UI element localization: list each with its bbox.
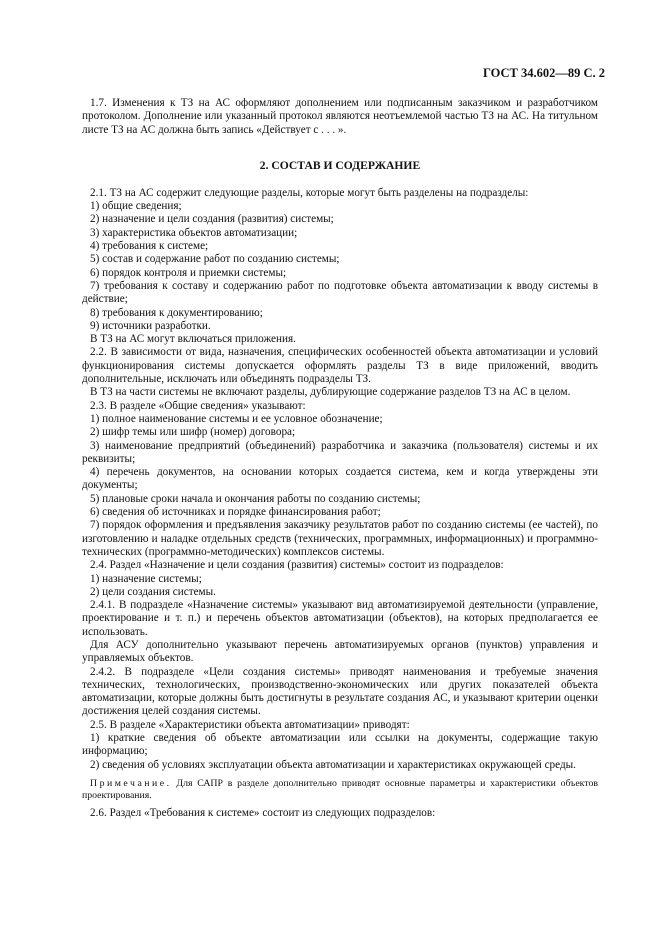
note-paragraph xyxy=(82,778,598,801)
body-paragraph: 2) цели создания системы. xyxy=(90,585,216,598)
body-paragraph: 2.4. Раздел «Назначение и цели создания (развития) системы» состоит из подразделов: xyxy=(90,559,504,572)
body-paragraph: В ТЗ на АС могут включаться приложения. xyxy=(90,333,296,346)
body-paragraph: 4) перечень документов, на основании которых создается система, кем и когда утверждены эти документы; xyxy=(82,466,598,492)
body-paragraph: 7) порядок оформления и предъявления заказчику результатов работ по созданию системы (ее частей), по изготовлению и наладке отдельных средств (технических, программных, информационных) и программно-технических (программно-методических) комплексов системы. xyxy=(82,519,598,558)
body-paragraph: 1) назначение системы; xyxy=(90,572,202,585)
note-label: Примечание. xyxy=(90,777,172,789)
body-paragraph: 5) состав и содержание работ по созданию системы; xyxy=(90,253,340,266)
body-paragraph: 4) требования к системе; xyxy=(90,240,209,253)
body-paragraph: 2.3. В разделе «Общие сведения» указывают: xyxy=(90,399,306,412)
body-paragraph: 3) наименование предприятий (объединений) разработчика и заказчика (пользователя) системы и их реквизиты; xyxy=(82,439,598,465)
body-paragraph: 2.2. В зависимости от вида, назначения, специфических особенностей объекта автоматизации и условий функционирования системы допускается оформлять разделы ТЗ в виде приложений, вводить дополнительные, исключать или объединять подразделы ТЗ. xyxy=(82,346,598,386)
page-header: ГОСТ 34.602—89 С. 2 xyxy=(482,66,605,80)
body-paragraph: 2.4.2. В подразделе «Цели создания системы» приводят наименования и требуемые значения технических, технологических, производственно-экономических или других показателей объекта автоматизации, которые должны быть достигнуты в результате создания АС, и указывают критерии оценки достижения целей создания системы. xyxy=(82,665,598,718)
document-body xyxy=(82,97,598,820)
body-paragraph: 5) плановые сроки начала и окончания работы по созданию системы; xyxy=(90,492,421,505)
body-paragraph: 8) требования к документированию; xyxy=(90,306,263,319)
body-paragraph: 2) шифр темы или шифр (номер) договора; xyxy=(90,426,296,439)
body-paragraph: 6) порядок контроля и приемки системы; xyxy=(90,266,287,279)
closing-paragraph: 2.6. Раздел «Требования к системе» состоит из следующих подразделов: xyxy=(90,807,436,820)
body-paragraph: 2.4.1. В подразделе «Назначение системы» указывают вид автоматизируемой деятельности (управление, проектирование и т. п.) и перечень объектов автоматизации (объектов), на которых предполагается ее использовать. xyxy=(82,599,598,638)
body-paragraph: 1) краткие сведения об объекте автоматизации или ссылки на документы, содержащие такую информацию; xyxy=(82,732,598,758)
body-paragraph: 7) требования к составу и содержанию работ по подготовке объекта автоматизации к вводу системы в действие; xyxy=(82,279,598,306)
body-paragraph: 2.1. ТЗ на АС содержит следующие разделы, которые могут быть разделены на подразделы: xyxy=(90,186,529,199)
body-paragraph: Для АСУ дополнительно указывают перечень автоматизируемых органов (пунктов) управления и управляемых объектов. xyxy=(82,638,598,665)
body-paragraph: 2.5. В разделе «Характеристики объекта автоматизации» приводят: xyxy=(90,718,410,731)
section-paragraphs xyxy=(82,187,598,772)
body-paragraph: В ТЗ на части системы не включают разделы, дублирующие содержание разделов ТЗ на АС в целом. xyxy=(90,386,571,399)
body-paragraph: 1) полное наименование системы и ее условное обозначение; xyxy=(90,412,383,425)
section-heading: 2. СОСТАВ И СОДЕРЖАНИЕ xyxy=(259,158,421,172)
body-paragraph: 1) общие сведения; xyxy=(90,200,182,213)
body-paragraph: 3) характеристика объектов автоматизации; xyxy=(90,226,298,239)
body-paragraph: 2) сведения об условиях эксплуатации объекта автоматизации и характеристиках окружающей среды. xyxy=(90,758,576,771)
body-paragraph: 2) назначение и цели создания (развития) системы; xyxy=(90,213,334,226)
note-text: Для САПР в разделе дополнительно приводят основные параметры и характеристики объектов проектирования. xyxy=(82,777,598,801)
intro-paragraph: 1.7. Изменения к ТЗ на АС оформляют дополнением или подписанным заказчиком и разработчиком протоколом. Дополнение или указанный протокол являются неотъемлемой частью ТЗ на АС. На титульном листе ТЗ на АС должна быть запись «Действует с . . . ». xyxy=(82,97,598,136)
body-paragraph: 6) сведения об источниках и порядке финансирования работ; xyxy=(90,506,381,519)
body-paragraph: 9) источники разработки. xyxy=(90,319,211,332)
